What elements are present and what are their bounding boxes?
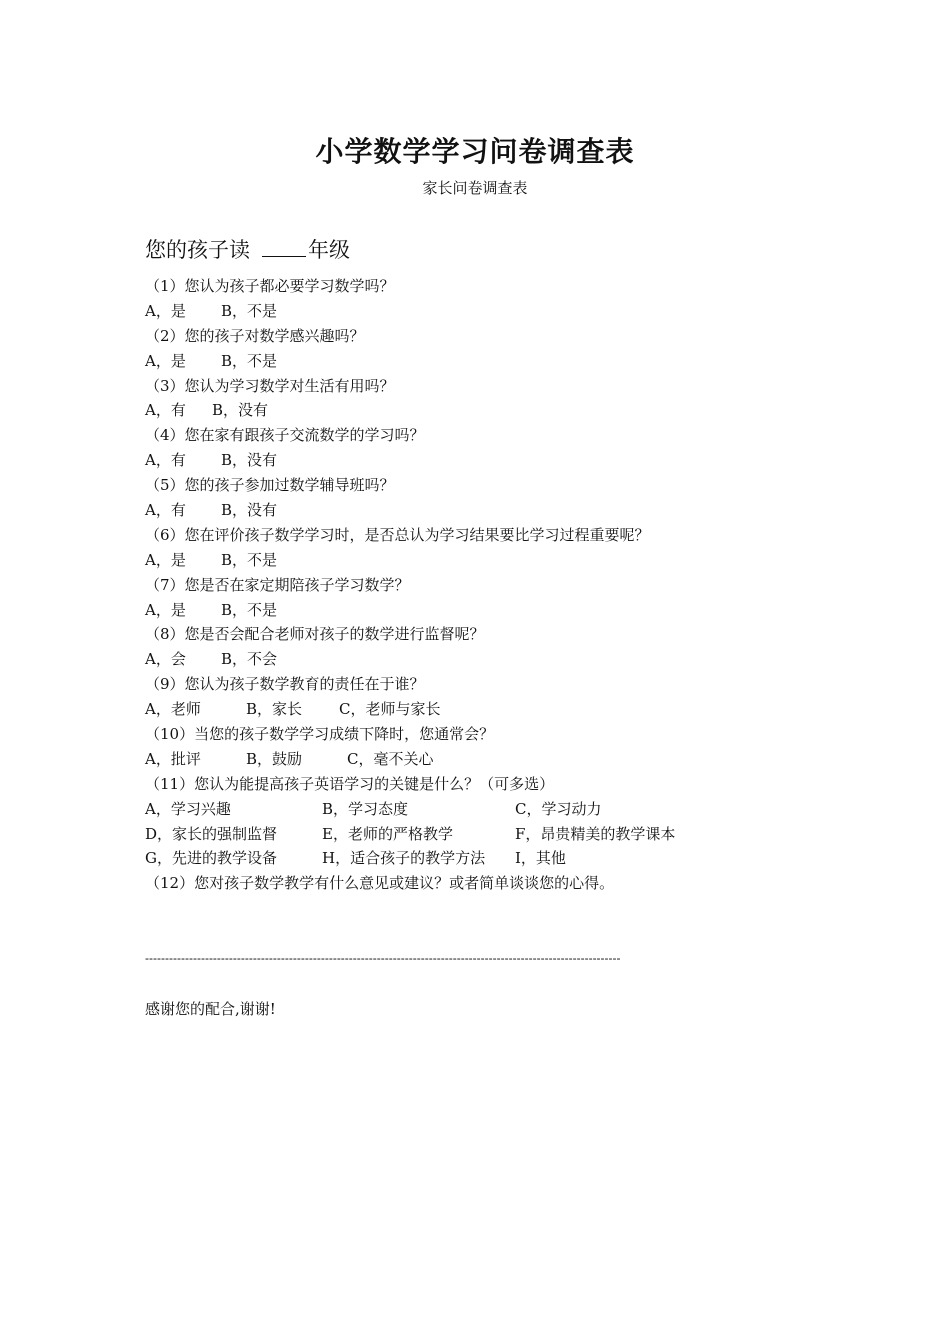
question-12: （12）您对孩子数学教学有什么意见或建议？或者简单谈谈您的心得。: [145, 874, 615, 893]
option: A，有: [145, 401, 186, 420]
question-10: （10）当您的孩子数学学习成绩下降时，您通常会？: [145, 725, 495, 744]
options-11-row-3: [145, 846, 845, 871]
option: B，家长: [246, 700, 303, 719]
grade-line: [145, 236, 350, 264]
option: A，有: [145, 451, 186, 470]
option: B，没有: [212, 401, 269, 420]
question-7: （7）您是否在家定期陪孩子学习数学？: [145, 575, 410, 594]
option: C，老师与家长: [339, 700, 441, 719]
question-3: （3）您认为学习数学对生活有用吗？: [145, 376, 395, 395]
question-8: （8）您是否会配合老师对孩子的数学进行监督呢？: [145, 625, 485, 644]
options-11-row-1: [145, 797, 845, 822]
option: A，是: [145, 550, 186, 569]
option: A，是: [145, 351, 186, 370]
option: A，是: [145, 301, 186, 320]
question-1: （1）您认为孩子都必要学习数学吗？: [145, 277, 395, 295]
question-6: （6）您在评价孩子数学学习时，是否总认为学习结果要比学习过程重要呢？: [145, 525, 650, 544]
option: G，先进的教学设备: [145, 849, 277, 868]
options-1: [145, 299, 845, 324]
option: B，鼓励: [246, 749, 303, 768]
option: A，会: [145, 650, 186, 669]
question-11: （11）您认为能提高孩子英语学习的关键是什么？（可多选）: [145, 774, 555, 793]
option: B，学习态度: [322, 799, 409, 818]
question-list: [145, 274, 845, 896]
options-9: [145, 697, 845, 722]
grade-prefix: 您的孩子读: [145, 238, 250, 262]
options-4: [145, 448, 845, 473]
answer-divider: -----------------------------------------------------------------------------------------------------------------------: [145, 951, 621, 965]
option: A，老师: [145, 700, 201, 719]
options-11-row-2: [145, 822, 845, 847]
option: B，不是: [221, 301, 278, 320]
options-10: [145, 747, 845, 772]
options-5: [145, 498, 845, 523]
option: B，没有: [221, 451, 278, 470]
grade-blank: [262, 238, 306, 257]
option: C，毫不关心: [347, 749, 434, 768]
option: B，不是: [221, 550, 278, 569]
option: A，学习兴趣: [145, 799, 231, 818]
option: H，适合孩子的教学方法: [322, 849, 486, 868]
options-7: [145, 598, 845, 623]
options-2: [145, 349, 845, 374]
grade-suffix: 年级: [308, 238, 350, 262]
question-2: （2）您的孩子对数学感兴趣吗？: [145, 326, 365, 345]
option: A，批评: [145, 749, 201, 768]
option: B，不是: [221, 600, 278, 619]
option: B，没有: [221, 501, 278, 520]
document-title: 小学数学学习问卷调查表: [315, 135, 635, 168]
thanks-text: 感谢您的配合,谢谢!: [145, 1000, 276, 1018]
option: E，老师的严格教学: [322, 824, 453, 843]
option: A，有: [145, 501, 186, 520]
options-3: [145, 398, 845, 423]
option: D，家长的强制监督: [145, 824, 278, 843]
question-4: （4）您在家有跟孩子交流数学的学习吗？: [145, 426, 425, 445]
option: B，不是: [221, 351, 278, 370]
option: C，学习动力: [515, 799, 602, 818]
option: I，其他: [515, 849, 566, 868]
option: B，不会: [221, 650, 278, 669]
option: F，昂贵精美的教学课本: [515, 824, 676, 843]
options-8: [145, 647, 845, 672]
question-5: （5）您的孩子参加过数学辅导班吗？: [145, 476, 395, 495]
option: A，是: [145, 600, 186, 619]
document-subtitle: 家长问卷调查表: [422, 179, 528, 197]
question-9: （9）您认为孩子数学教育的责任在于谁？: [145, 675, 425, 694]
options-6: [145, 548, 845, 573]
